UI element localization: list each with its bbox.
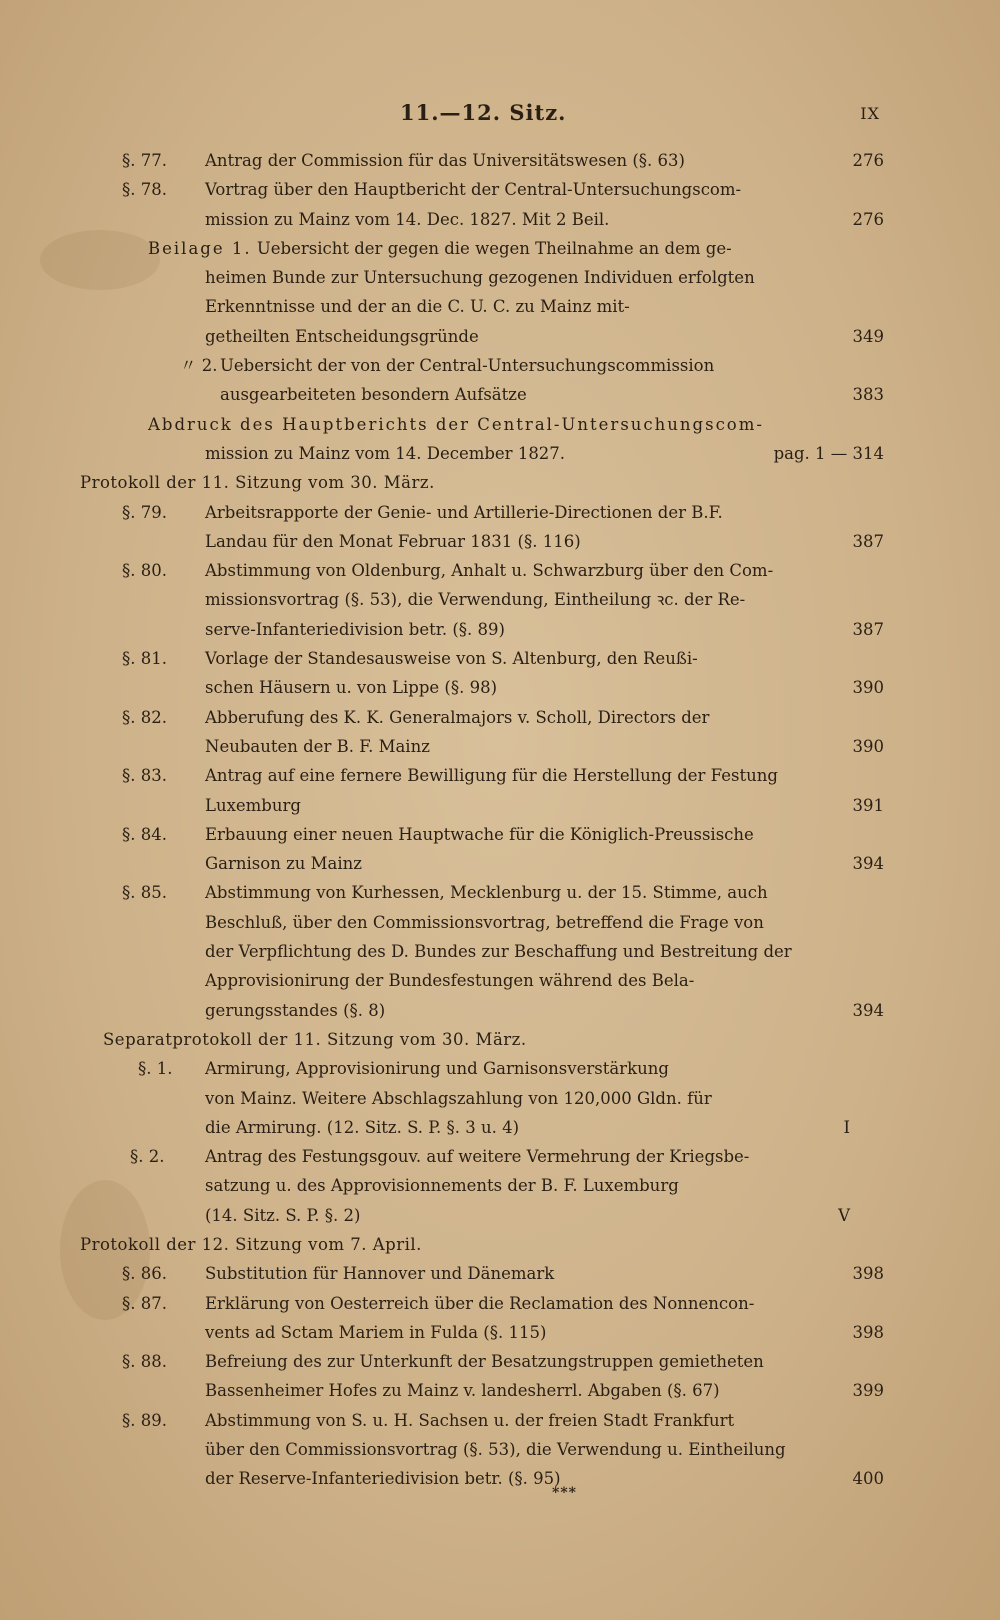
entry-line: heimen Bunde zur Untersuchung gezogenen Individuen erfolgten: [205, 268, 755, 288]
entry-text: [205, 1406, 795, 1494]
entry-line: schen Häusern u. von Lippe (§. 98): [205, 678, 498, 698]
entry-number: §. 81.: [122, 649, 167, 669]
entry-line: Beschluß, über den Commissionsvortrag, betreffend die Frage von: [205, 912, 764, 932]
entry-line: Luxemburg: [205, 795, 301, 815]
entry-number: §. 82.: [122, 707, 167, 727]
entry-page: V: [838, 1205, 850, 1225]
entry-text: [205, 146, 795, 175]
entry-page: 276: [852, 209, 884, 229]
toc-entry-abdruck: [0, 410, 1000, 469]
entry-text: [148, 234, 795, 351]
entry-line: Antrag des Festungsgouv. auf weitere Vermehrung der Kriegsbe-: [205, 1147, 750, 1167]
toc-entry: [0, 761, 1000, 820]
entry-number: §. 77.: [122, 151, 167, 170]
entry-number: §. 86.: [122, 1264, 167, 1284]
toc-entry: [0, 703, 1000, 762]
entry-line: mission zu Mainz vom 14. December 1827.: [205, 443, 566, 463]
toc-entry: [0, 498, 1000, 557]
entry-line: missionsvortrag (§. 53), die Verwendung, Eintheilung ꝛc. der Re-: [205, 590, 746, 610]
entry-text: [220, 351, 795, 410]
entry-page: pag. 1 — 314: [773, 443, 884, 463]
entry-text: [205, 644, 795, 703]
table-of-contents: [0, 146, 1000, 1494]
toc-entry: [0, 644, 1000, 703]
entry-number: §. 87.: [122, 1293, 167, 1313]
entry-number: §. 89.: [122, 1410, 167, 1430]
entry-line: der Reserve-Infanteriedivision betr. (§. 95): [205, 1469, 561, 1489]
entry-line: von Mainz. Weitere Abschlagszahlung von 120,000 Gldn. für: [205, 1088, 712, 1108]
entry-page: 400: [852, 1469, 884, 1489]
toc-entry: [0, 175, 1000, 234]
entry-page: 394: [852, 854, 884, 874]
entry-line: Abdruck des Hauptberichts der Central-Untersuchungscom-: [148, 414, 764, 434]
entry-text: [205, 1259, 795, 1288]
entry-line: vents ad Sctam Mariem in Fulda (§. 115): [205, 1322, 547, 1342]
entry-line: satzung u. des Approvisionnements der B. F. Luxemburg: [205, 1176, 679, 1196]
entry-line: [148, 234, 795, 263]
section-heading: Protokoll der 11. Sitzung vom 30. März.: [80, 473, 435, 493]
entry-number: §. 2.: [130, 1147, 165, 1167]
entry-text: [205, 761, 795, 820]
entry-line: Befreiung des zur Unterkunft der Besatzungstruppen gemietheten: [205, 1352, 764, 1372]
toc-entry-beilage: [0, 234, 1000, 351]
entry-page: 387: [852, 619, 884, 639]
entry-line: Erklärung von Oesterreich über die Reclamation des Nonnencon-: [205, 1293, 755, 1313]
beilage-label: Beilage 1.: [148, 238, 252, 258]
entry-line: Antrag auf eine fernere Bewilligung für die Herstellung der Festung: [205, 766, 778, 786]
toc-entry: [0, 878, 1000, 1024]
entry-line: Erkenntnisse und der an die C. U. C. zu Mainz mit-: [205, 297, 630, 317]
toc-entry: [0, 1347, 1000, 1406]
entry-line: über den Commissionsvortrag (§. 53), die Verwendung u. Eintheilung: [205, 1440, 786, 1460]
toc-entry: [0, 1406, 1000, 1494]
entry-text: [205, 556, 795, 644]
entry-line: Arbeitsrapporte der Genie- und Artillerie-Directionen der B.F.: [205, 502, 723, 522]
entry-page: 383: [852, 385, 884, 405]
entry-line: Garnison zu Mainz: [205, 854, 362, 874]
entry-line: gerungsstandes (§. 8): [205, 1000, 386, 1020]
footer-ornament: ***: [552, 1485, 577, 1501]
toc-entry: [0, 1054, 1000, 1142]
section-heading: Separatprotokoll der 11. Sitzung vom 30. März.: [103, 1029, 527, 1049]
entry-line: Bassenheimer Hofes zu Mainz v. landesherrl. Abgaben (§. 67): [205, 1381, 720, 1401]
entry-text: [205, 1289, 795, 1348]
entry-number: §. 78.: [122, 180, 167, 200]
entry-number: §. 88.: [122, 1352, 167, 1372]
entry-number: §. 1.: [138, 1059, 173, 1079]
entry-page: 390: [852, 736, 884, 756]
entry-page: 398: [852, 1264, 884, 1284]
entry-number: §. 80.: [122, 561, 167, 581]
entry-number: §. 84.: [122, 824, 167, 844]
entry-text: [205, 1054, 795, 1142]
entry-line: Erbauung einer neuen Hauptwache für die Königlich-Preussische: [205, 824, 754, 844]
entry-line: Abstimmung von Kurhessen, Mecklenburg u. der 15. Stimme, auch: [205, 883, 768, 903]
toc-entry: [0, 1142, 1000, 1230]
page-header: [0, 100, 1000, 130]
entry-line: (14. Sitz. S. P. §. 2): [205, 1205, 361, 1225]
entry-line: Substitution für Hannover und Dänemark: [205, 1264, 555, 1284]
entry-line: die Armirung. (12. Sitz. S. P. §. 3 u. 4): [205, 1117, 520, 1137]
entry-line: Landau für den Monat Februar 1831 (§. 116): [205, 531, 581, 551]
entry-text: [148, 410, 828, 469]
entry-text: [205, 175, 795, 234]
entry-line: Vorlage der Standesausweise von S. Altenburg, den Reußi-: [205, 649, 698, 669]
entry-line: ausgearbeiteten besondern Aufsätze: [220, 385, 527, 405]
page-title: 11.—12. Sitz.: [400, 100, 567, 125]
entry-number: §. 85.: [122, 883, 167, 903]
entry-text: [205, 878, 795, 1024]
entry-page: 276: [852, 151, 884, 170]
entry-page: 399: [852, 1381, 884, 1401]
entry-text: [205, 1347, 795, 1406]
entry-page: 398: [852, 1322, 884, 1342]
toc-entry: [0, 820, 1000, 879]
entry-text: [205, 1142, 795, 1230]
entry-line: Abberufung des K. K. Generalmajors v. Scholl, Directors der: [205, 707, 710, 727]
entry-page: 394: [852, 1000, 884, 1020]
entry-line: Approvisionirung der Bundesfestungen während des Bela-: [205, 971, 695, 991]
entry-text: [205, 498, 795, 557]
entry-page: 390: [852, 678, 884, 698]
entry-line: der Verpflichtung des D. Bundes zur Beschaffung und Bestreitung der: [205, 942, 792, 962]
section-heading: Protokoll der 12. Sitzung vom 7. April.: [80, 1234, 422, 1254]
entry-line: Uebersicht der von der Central-Untersuchungscommission: [220, 356, 715, 376]
entry-text: [205, 703, 795, 762]
toc-entry: [0, 1289, 1000, 1348]
entry-number: 〃 2.: [180, 356, 218, 376]
entry-page: 387: [852, 531, 884, 551]
page-number: IX: [860, 104, 880, 123]
entry-line: Armirung, Approvisionirung und Garnisonsverstärkung: [205, 1059, 669, 1079]
entry-line-text: Uebersicht der gegen die wegen Theilnahme an dem ge-: [256, 238, 732, 258]
toc-entry-beilage: [0, 351, 1000, 410]
entry-text: [205, 820, 795, 879]
entry-line: Vortrag über den Hauptbericht der Central-Untersuchungscom-: [205, 180, 742, 200]
entry-page: 349: [852, 326, 884, 346]
toc-entry: [0, 146, 1000, 175]
entry-line: Neubauten der B. F. Mainz: [205, 736, 430, 756]
entry-number: §. 79.: [122, 502, 167, 522]
entry-line: serve-Infanteriedivision betr. (§. 89): [205, 619, 505, 639]
entry-page: I: [843, 1117, 850, 1137]
entry-line: mission zu Mainz vom 14. Dec. 1827. Mit 2 Beil.: [205, 209, 610, 229]
toc-entry: [0, 556, 1000, 644]
entry-page: 391: [852, 795, 884, 815]
entry-line: Abstimmung von S. u. H. Sachsen u. der freien Stadt Frankfurt: [205, 1410, 735, 1430]
entry-number: §. 83.: [122, 766, 167, 786]
toc-entry: [0, 1259, 1000, 1288]
entry-line: Abstimmung von Oldenburg, Anhalt u. Schwarzburg über den Com-: [205, 561, 774, 581]
entry-line: getheilten Entscheidungsgründe: [205, 326, 479, 346]
entry-line: Antrag der Commission für das Universitätswesen (§. 63): [205, 151, 685, 170]
